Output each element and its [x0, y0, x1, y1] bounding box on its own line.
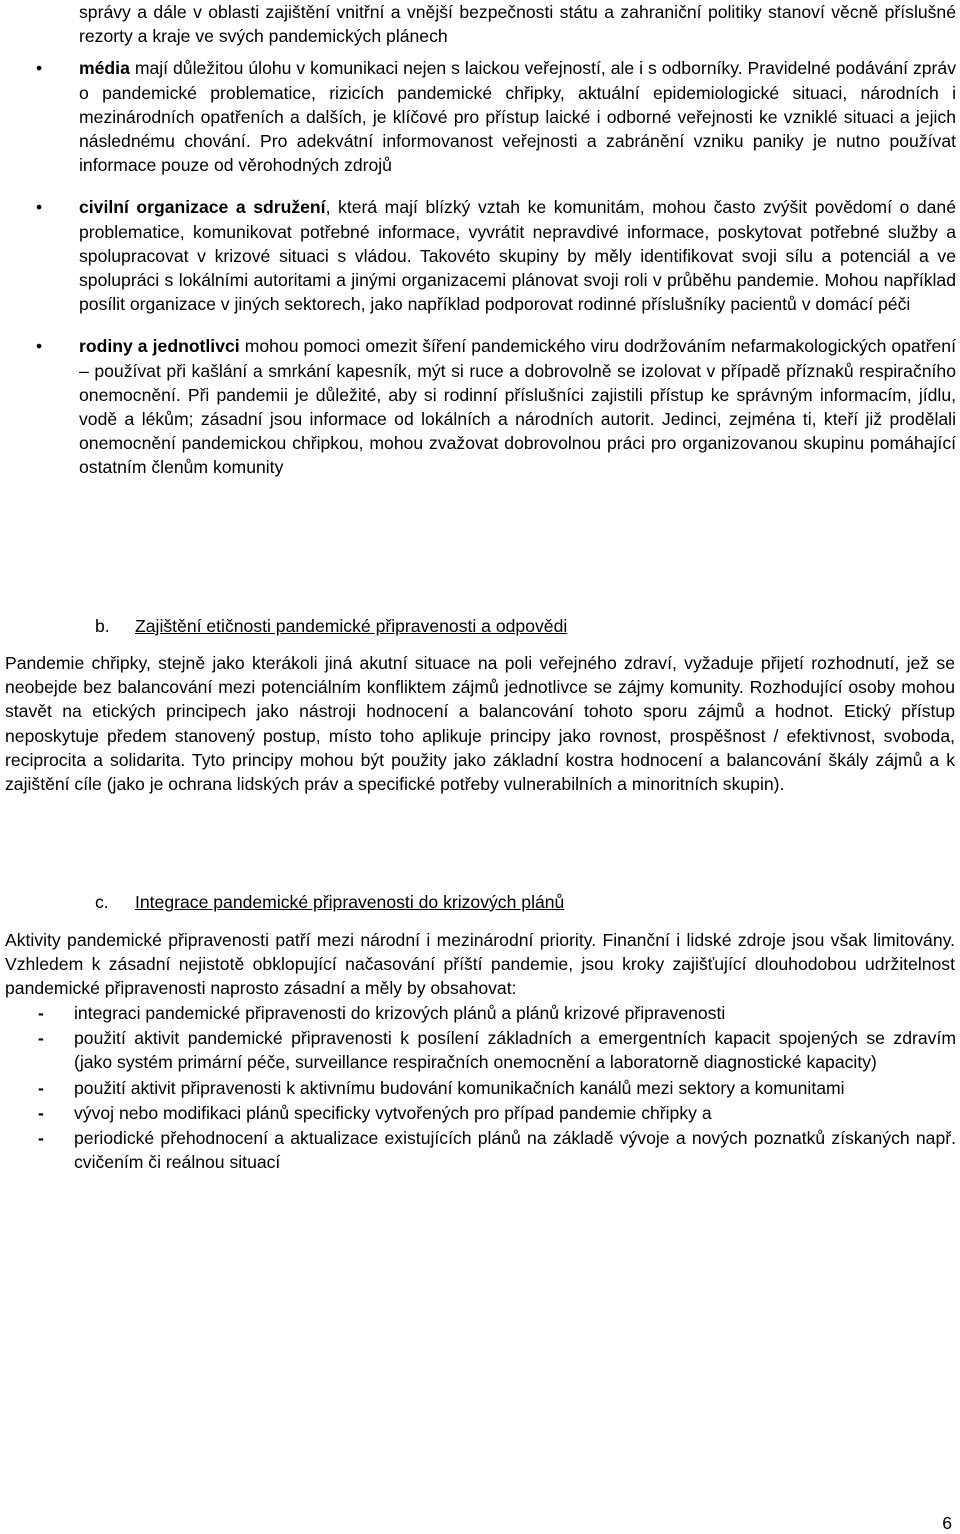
dash-item-text: použití aktivit připravenosti k aktivnímu budování komunikačních kanálů mezi sektory a komunitami	[74, 1077, 845, 1098]
section-number: b.	[95, 616, 110, 636]
dash-list	[0, 1001, 960, 1174]
section-title: Integrace pandemické připravenosti do krizových plánů	[135, 892, 565, 912]
list-item-body: mají důležitou úlohu v komunikaci nejen s laickou veřejností, ale i s odborníky. Pravidelné podávání zpráv o pandemické problematice, rizicích pandemické chřipky, aktuální epidemiologické situaci, národních i mezinárodních opatřeních a dalších, je klíčové pro přístup laické i odborné veřejnosti ke vzniklé situaci a jejich následnému chování. Pro adekvátní informovanost veřejnosti a zabránění vzniku paniky je nutno používat informace pouze od věrohodných zdrojů	[79, 58, 956, 176]
bullet-icon: •	[36, 58, 43, 79]
bullet-list	[0, 0, 960, 480]
dash-item	[0, 1126, 960, 1174]
dash-item-text: periodické přehodnocení a aktualizace existujících plánů na základě vývoje a nových poznatků získaných např. cvičením či reálnou situací	[74, 1128, 956, 1173]
list-item-text	[79, 56, 956, 177]
dash-marker: -	[38, 1003, 44, 1023]
dash-item-text: vývoj nebo modifikaci plánů specificky vytvořených pro případ pandemie chřipky a	[74, 1102, 712, 1123]
dash-marker: -	[38, 1128, 44, 1149]
list-item-families	[0, 334, 960, 479]
dash-item	[0, 1076, 960, 1100]
list-item-text	[79, 334, 956, 479]
dash-item	[0, 1026, 960, 1074]
list-item-term: rodiny a jednotlivci	[79, 336, 240, 357]
dash-item	[0, 1001, 960, 1025]
dash-marker: -	[38, 1102, 44, 1123]
section-number: c.	[95, 892, 109, 912]
dash-item-text: integraci pandemické připravenosti do krizových plánů a plánů krizové připravenosti	[74, 1003, 726, 1023]
list-item-civil	[0, 195, 960, 316]
continuation-item	[0, 0, 960, 48]
bullet-icon: •	[36, 336, 43, 357]
list-item-media	[0, 56, 960, 177]
bullet-icon: •	[36, 197, 43, 218]
section-b-paragraph: Pandemie chřipky, stejně jako kterákoli jiná akutní situace na poli veřejného zdraví, vyžaduje přijetí rozhodnutí, jež se neobejde bez balancování mezi potenciálním konfliktem zájmů jednotlivce se zájmy komunity. Rozhodující osoby mohou stavět na etických principech jako nástroji hodnocení a balancování tohoto sporu zájmů a hodnot. Etický přístup neposkytuje předem stanovený postup, místo toho aplikuje principy jako rovnost, prospěšnost / efektivnost, svoboda, reciprocita a solidarita. Tyto principy mohou být použity jako základní kostra hodnocení a balancování škály zájmů a k zajištění cíle (jako je ochrana lidských práv a specifické potřeby vulnerabilních a minoritních skupin).	[5, 653, 955, 795]
list-item-body: mohou pomoci omezit šíření pandemického viru dodržováním nefarmakologických opatření – používat při kašlání a smrkání kapesník, mýt si ruce a dobrovolně se izolovat v případě příznaků respiračního onemocnění. Při pandemii je důležité, aby si rodinní příslušníci zajistili přístup ke správným informacím, jídlu, vodě a lékům; zásadní jsou informace od lokálních a národních autorit. Jedinci, zejména ti, kteří již prodělali onemocnění pandemickou chřipkou, mohou zvažovat dobrovolnou práci pro organizovanou skupinu pomáhající ostatním členům komunity	[79, 336, 956, 478]
dash-marker: -	[38, 1028, 44, 1049]
list-item-body: , která mají blízký vztah ke komunitám, mohou často zvýšit povědomí o dané problematice, komunikovat potřebné informace, vyvrátit nepravdivé informace, poskytovat potřebné služby a spolupracovat v krizové situaci s vládou. Takovéto skupiny by měly identifikovat svoji sílu a potenciál a ve spolupráci s lokálními autoritami a jinými organizacemi plánovat svoji roli v průběhu pandemie. Mohou například posílit organizace v jiných sektorech, jako například podporovat rodinné příslušníky pacientů v domácí péči	[79, 197, 956, 315]
dash-item	[0, 1101, 960, 1125]
page-number: 6	[942, 1513, 952, 1533]
section-c-paragraph: Aktivity pandemické připravenosti patří mezi národní i mezinárodní priority. Finanční i lidské zdroje jsou však limitovány. Vzhledem k zásadní nejistotě obklopující načasování příští pandemie, jsou kroky zajišťující dlouhodobou udržitelnost pandemické připravenosti naprosto zásadní a měly by obsahovat:	[5, 930, 955, 999]
dash-marker: -	[38, 1077, 44, 1098]
list-item-term: média	[79, 58, 130, 79]
list-item-text	[79, 195, 956, 316]
dash-item-text: použití aktivit pandemické připravenosti k posílení základních a emergentních kapacit spojených se zdravím (jako systém primární péče, surveillance respiračních onemocnění a laboratorně diagnostické kapacity)	[74, 1028, 956, 1073]
section-title: Zajištění etičnosti pandemické připravenosti a odpovědi	[135, 616, 568, 636]
continuation-text: správy a dále v oblasti zajištění vnitřní a vnější bezpečnosti státu a zahraniční politiky stanoví věcně příslušné rezorty a kraje ve svých pandemických plánech	[79, 2, 956, 47]
list-item-term: civilní organizace a sdružení	[79, 197, 326, 218]
